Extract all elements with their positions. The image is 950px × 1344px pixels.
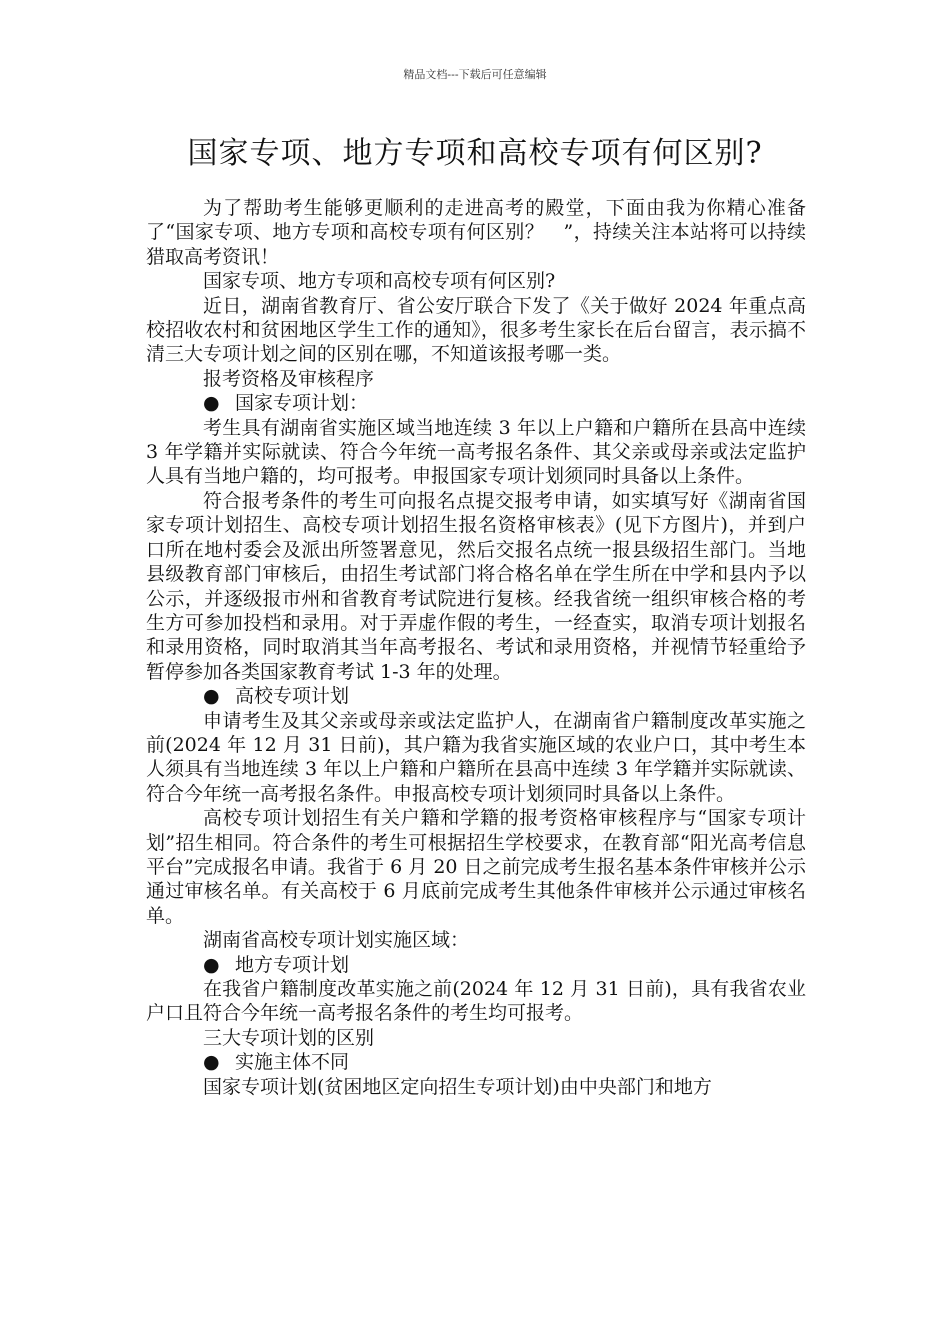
bullet-label: 高校专项计划 <box>235 685 350 708</box>
bullet-item <box>146 1050 806 1074</box>
section-heading: 三大专项计划的区别 <box>203 1026 375 1049</box>
bullet-dot-icon: ● <box>203 1051 220 1074</box>
paragraph: 申请考生及其父亲或母亲或法定监护人，在湖南省户籍制度改革实施之前(2024 年 12 月 31 日前)，其户籍为我省实施区域的农业户口，其中考生本人须具有当地连续 3 年以上户籍和户籍所在县高中连续 3 年学籍并实际就读、符合今年统一高考报名条件。申报高校专项计划须同时具备以上条件。 <box>146 709 806 805</box>
bullet-label: 实施主体不同 <box>235 1051 350 1074</box>
paragraph: 国家专项计划(贫困地区定向招生专项计划)由中央部门和地方 <box>203 1075 712 1098</box>
bullet-item <box>146 684 806 708</box>
bullet-dot-icon: ● <box>203 392 220 415</box>
bullet-label: 国家专项计划： <box>235 392 369 415</box>
bullet-dot-icon: ● <box>203 953 220 976</box>
bullet-item <box>146 953 806 977</box>
paragraph: 湖南省高校专项计划实施区域： <box>203 929 470 952</box>
section-heading: 报考资格及审核程序 <box>203 367 375 390</box>
page-header: 精品文档---下载后可任意编辑 <box>403 68 547 81</box>
bullet-dot-icon: ● <box>203 685 220 708</box>
document-title: 国家专项、地方专项和高校专项有何区别? <box>187 136 763 171</box>
paragraph: 符合报考条件的考生可向报名点提交报考申请，如实填写好《湖南省国家专项计划招生、高校专项计划招生报名资格审核表》(见下方图片)，并到户口所在地村委会及派出所签署意见，然后交报名点统一报县级招生部门。当地县级教育部门审核后，由招生考试部门将合格名单在学生所在中学和县内予以公示，并逐级报市州和省教育考试院进行复核。经我省统一组织审核合格的考生方可参加投档和录用。对于弄虚作假的考生，一经查实，取消专项计划报名和录用资格，同时取消其当年高考报名、考试和录用资格，并视情节轻重给予暂停参加各类国家教育考试 1-3 年的处理。 <box>146 489 806 683</box>
subtitle-line: 国家专项、地方专项和高校专项有何区别? <box>203 270 556 293</box>
paragraph: 高校专项计划招生有关户籍和学籍的报考资格审核程序与“国家专项计划”招生相同。符合条件的考生可根据招生学校要求，在教育部“阳光高考信息平台”完成报名申请。我省于 6 月 20 日之前完成考生报名基本条件审核并公示通过审核名单。有关高校于 6 月底前完成考生其他条件审核并公示通过审核名单。 <box>146 807 806 927</box>
paragraph: 在我省户籍制度改革实施之前(2024 年 12 月 31 日前)，具有我省农业户口且符合今年统一高考报名条件的考生均可报考。 <box>146 978 806 1025</box>
bullet-label: 地方专项计划 <box>235 953 350 976</box>
intro-paragraph: 为了帮助考生能够更顺利的走进高考的殿堂，下面由我为你精心准备了“国家专项、地方专项和高校专项有何区别？ ”，持续关注本站将可以持续猎取高考资讯！ <box>146 197 806 268</box>
bullet-item <box>146 391 806 415</box>
document-body <box>146 196 806 1099</box>
paragraph: 近日，湖南省教育厅、省公安厅联合下发了《关于做好 2024 年重点高校招收农村和贫困地区学生工作的通知》，很多考生家长在后台留言，表示搞不清三大专项计划之间的区别在哪，不知道该报考哪一类。 <box>146 294 806 366</box>
paragraph: 考生具有湖南省实施区域当地连续 3 年以上户籍和户籍所在县高中连续 3 年学籍并实际就读、符合今年统一高考报名条件、其父亲或母亲或法定监护人具有当地户籍的，均可报考。申报国家专项计划须同时具备以上条件。 <box>146 416 806 488</box>
